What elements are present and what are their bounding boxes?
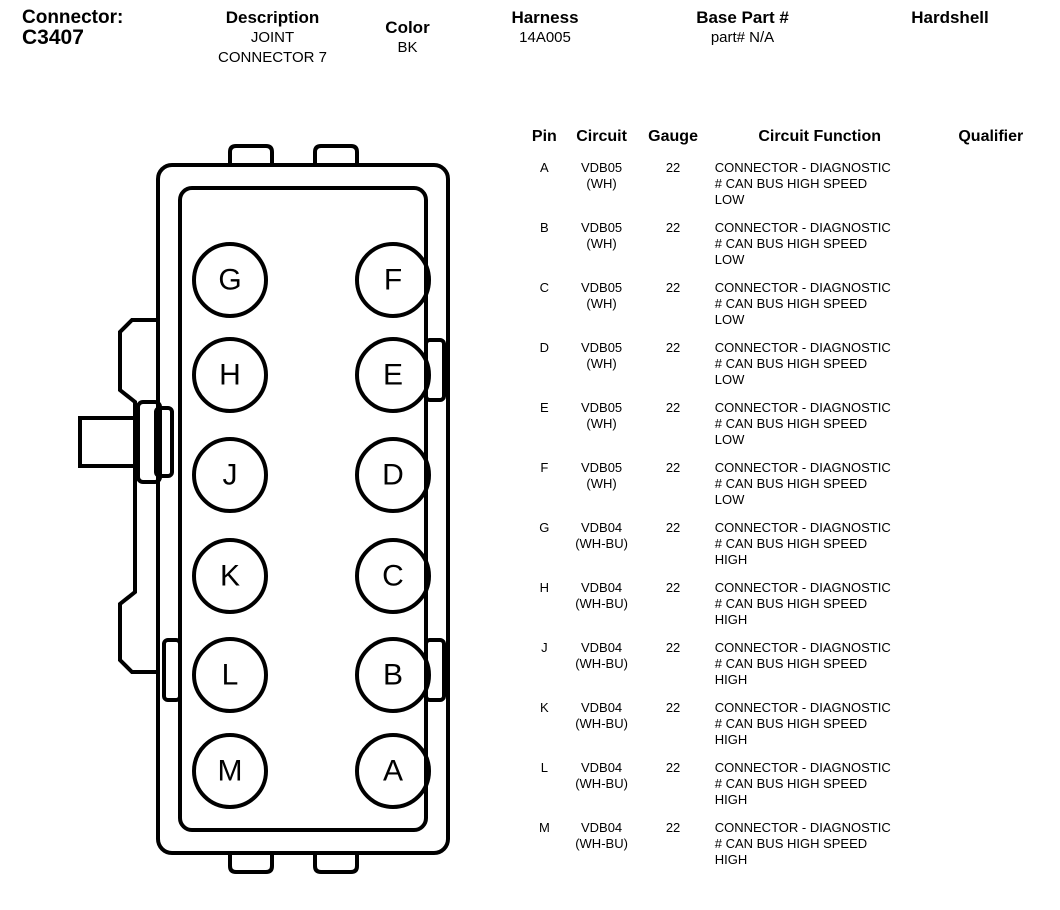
- column-header-qualifier: Qualifier: [958, 128, 1024, 145]
- cell-gauge: 22: [665, 640, 681, 655]
- header-description: [185, 8, 360, 68]
- cell-pin: J: [541, 640, 548, 655]
- circuit-color-code: (WH-BU): [575, 536, 628, 551]
- circuit-function-line: # CAN BUS HIGH SPEED: [714, 536, 868, 551]
- circuit-function-line: # CAN BUS HIGH SPEED: [714, 836, 868, 851]
- circuit-name: VDB04: [580, 700, 623, 715]
- cell-circuit: [562, 456, 642, 516]
- pin-label-C: C: [382, 559, 404, 593]
- cell-gauge: 22: [665, 340, 681, 355]
- cell-circuit: [562, 756, 642, 816]
- column-header-circuit: Circuit: [576, 128, 627, 145]
- cell-gauge: 22: [665, 520, 681, 535]
- circuit-color-code: (WH-BU): [575, 596, 628, 611]
- connector-face-diagram: [60, 140, 480, 880]
- cell-circuit: [562, 636, 642, 696]
- harness-value: 14A005: [519, 29, 571, 46]
- pin-label-L: L: [221, 658, 239, 692]
- circuit-color-code: (WH): [586, 416, 617, 431]
- cell-circuit: [562, 516, 642, 576]
- circuit-function-line: HIGH: [714, 732, 748, 747]
- pin-label-M: M: [217, 754, 243, 788]
- cell-circuit: [562, 576, 642, 636]
- circuit-color-code: (WH-BU): [575, 776, 628, 791]
- circuit-function-line: CONNECTOR - DIAGNOSTIC: [714, 280, 891, 295]
- circuit-function-line: CONNECTOR - DIAGNOSTIC: [714, 820, 891, 835]
- circuit-name: VDB04: [580, 520, 623, 535]
- top-tab-right: [315, 146, 357, 165]
- pin-label-G: G: [218, 263, 242, 297]
- cell-circuit: [562, 336, 642, 396]
- table-row: [527, 456, 1047, 516]
- pin-table: [527, 128, 1047, 876]
- column-header-function: Circuit Function: [758, 128, 881, 145]
- circuit-function-line: LOW: [714, 312, 745, 327]
- table-row: [527, 576, 1047, 636]
- pin-label-F: F: [383, 263, 403, 297]
- cell-pin: L: [540, 760, 548, 775]
- cell-pin: G: [539, 520, 550, 535]
- cell-circuit: [562, 216, 642, 276]
- pin-label-E: E: [382, 358, 404, 392]
- cell-pin: D: [539, 340, 550, 355]
- circuit-name: VDB04: [580, 760, 623, 775]
- connector-label: Connector:: [22, 7, 124, 28]
- cell-qualifier: [935, 456, 1047, 516]
- circuit-name: VDB05: [580, 400, 623, 415]
- cell-circuit-function: [705, 816, 935, 876]
- circuit-color-code: (WH-BU): [575, 656, 628, 671]
- cell-gauge: 22: [665, 700, 681, 715]
- circuit-name: VDB04: [580, 820, 623, 835]
- cell-pin: F: [540, 460, 549, 475]
- circuit-function-line: HIGH: [714, 552, 748, 567]
- cell-pin: K: [540, 700, 549, 715]
- cell-gauge: 22: [665, 580, 681, 595]
- description-value-line1: JOINT: [250, 29, 295, 46]
- circuit-function-line: CONNECTOR - DIAGNOSTIC: [714, 460, 891, 475]
- table-row: [527, 816, 1047, 876]
- circuit-function-line: HIGH: [714, 672, 748, 687]
- cell-gauge: 22: [665, 400, 681, 415]
- circuit-function-line: # CAN BUS HIGH SPEED: [714, 596, 868, 611]
- circuit-color-code: (WH-BU): [575, 836, 628, 851]
- circuit-function-line: # CAN BUS HIGH SPEED: [714, 296, 868, 311]
- cell-gauge: 22: [665, 820, 681, 835]
- cell-circuit-function: [705, 756, 935, 816]
- circuit-color-code: (WH): [586, 236, 617, 251]
- cell-gauge: 22: [665, 280, 681, 295]
- circuit-function-line: CONNECTOR - DIAGNOSTIC: [714, 400, 891, 415]
- cell-qualifier: [935, 156, 1047, 216]
- circuit-name: VDB05: [580, 160, 623, 175]
- column-header-gauge: Gauge: [648, 128, 698, 145]
- circuit-function-line: # CAN BUS HIGH SPEED: [714, 416, 868, 431]
- circuit-function-line: LOW: [714, 432, 745, 447]
- circuit-function-line: CONNECTOR - DIAGNOSTIC: [714, 580, 891, 595]
- circuit-name: VDB05: [580, 460, 623, 475]
- circuit-function-line: # CAN BUS HIGH SPEED: [714, 656, 868, 671]
- circuit-name: VDB05: [580, 280, 623, 295]
- header-base-part: [650, 8, 835, 48]
- cell-qualifier: [935, 396, 1047, 456]
- circuit-function-line: CONNECTOR - DIAGNOSTIC: [714, 700, 891, 715]
- description-label: Description: [225, 8, 320, 27]
- circuit-function-line: CONNECTOR - DIAGNOSTIC: [714, 220, 891, 235]
- top-tab-left: [230, 146, 272, 165]
- table-row: [527, 696, 1047, 756]
- circuit-color-code: (WH): [586, 176, 617, 191]
- circuit-name: VDB05: [580, 340, 623, 355]
- cell-circuit-function: [705, 456, 935, 516]
- cell-qualifier: [935, 336, 1047, 396]
- circuit-function-line: # CAN BUS HIGH SPEED: [714, 176, 868, 191]
- circuit-function-line: # CAN BUS HIGH SPEED: [714, 356, 868, 371]
- pin-label-D: D: [382, 458, 404, 492]
- table-header-row: [527, 128, 1047, 156]
- circuit-function-line: LOW: [714, 252, 745, 267]
- table-row: [527, 216, 1047, 276]
- cell-qualifier: [935, 216, 1047, 276]
- pin-table-container: [527, 128, 1052, 876]
- cell-circuit-function: [705, 516, 935, 576]
- connector-header: [0, 0, 1060, 95]
- pin-label-H: H: [219, 358, 241, 392]
- left-side-rib: [164, 640, 180, 700]
- circuit-function-line: # CAN BUS HIGH SPEED: [714, 476, 868, 491]
- circuit-function-line: # CAN BUS HIGH SPEED: [714, 716, 868, 731]
- cell-circuit-function: [705, 276, 935, 336]
- harness-label: Harness: [511, 8, 579, 27]
- column-header-pin: Pin: [531, 128, 557, 145]
- cell-pin: B: [540, 220, 549, 235]
- circuit-color-code: (WH): [586, 476, 617, 491]
- table-row: [527, 156, 1047, 216]
- cell-pin: C: [539, 280, 550, 295]
- circuit-function-line: LOW: [714, 372, 745, 387]
- circuit-function-line: LOW: [714, 492, 745, 507]
- cell-circuit-function: [705, 576, 935, 636]
- left-latch-lower: [120, 518, 158, 672]
- circuit-function-line: CONNECTOR - DIAGNOSTIC: [714, 340, 891, 355]
- pin-label-J: J: [222, 458, 238, 492]
- pin-label-B: B: [382, 658, 404, 692]
- cell-gauge: 22: [665, 460, 681, 475]
- cell-gauge: 22: [665, 220, 681, 235]
- circuit-color-code: (WH): [586, 296, 617, 311]
- description-value-line2: CONNECTOR 7: [218, 49, 327, 66]
- cell-pin: A: [540, 160, 549, 175]
- cell-pin: M: [538, 820, 550, 835]
- left-keyway-stub: [80, 418, 138, 466]
- table-row: [527, 396, 1047, 456]
- cell-circuit-function: [705, 336, 935, 396]
- table-row: [527, 756, 1047, 816]
- base-part-label: Base Part #: [696, 8, 789, 27]
- header-color: [365, 18, 450, 58]
- circuit-function-line: # CAN BUS HIGH SPEED: [714, 236, 868, 251]
- header-hardshell: [860, 8, 1040, 28]
- cell-qualifier: [935, 816, 1047, 876]
- cell-qualifier: [935, 276, 1047, 336]
- cell-pin: E: [540, 400, 549, 415]
- cell-qualifier: [935, 636, 1047, 696]
- circuit-function-line: HIGH: [714, 852, 748, 867]
- cell-circuit-function: [705, 636, 935, 696]
- cell-circuit-function: [705, 156, 935, 216]
- circuit-color-code: (WH-BU): [575, 716, 628, 731]
- color-value: BK: [397, 39, 418, 56]
- circuit-function-line: HIGH: [714, 612, 748, 627]
- cell-qualifier: [935, 756, 1047, 816]
- cell-pin: H: [539, 580, 550, 595]
- table-row: [527, 636, 1047, 696]
- header-connector: [22, 8, 123, 48]
- cell-circuit: [562, 816, 642, 876]
- cell-gauge: 22: [665, 160, 681, 175]
- color-label: Color: [385, 18, 430, 37]
- cell-circuit: [562, 276, 642, 336]
- cell-circuit: [562, 396, 642, 456]
- circuit-name: VDB05: [580, 220, 623, 235]
- circuit-function-line: CONNECTOR - DIAGNOSTIC: [714, 640, 891, 655]
- circuit-function-line: CONNECTOR - DIAGNOSTIC: [714, 520, 891, 535]
- circuit-function-line: LOW: [714, 192, 745, 207]
- table-row: [527, 516, 1047, 576]
- cell-circuit-function: [705, 216, 935, 276]
- header-harness: [465, 8, 625, 48]
- pin-label-A: A: [382, 754, 404, 788]
- circuit-function-line: HIGH: [714, 792, 748, 807]
- circuit-function-line: # CAN BUS HIGH SPEED: [714, 776, 868, 791]
- cell-circuit-function: [705, 696, 935, 756]
- circuit-color-code: (WH): [586, 356, 617, 371]
- cell-gauge: 22: [665, 760, 681, 775]
- pin-label-K: K: [219, 559, 241, 593]
- table-row: [527, 336, 1047, 396]
- cell-qualifier: [935, 576, 1047, 636]
- circuit-function-line: CONNECTOR - DIAGNOSTIC: [714, 760, 891, 775]
- cell-qualifier: [935, 696, 1047, 756]
- circuit-name: VDB04: [580, 580, 623, 595]
- circuit-function-line: CONNECTOR - DIAGNOSTIC: [714, 160, 891, 175]
- cell-circuit: [562, 696, 642, 756]
- cell-qualifier: [935, 516, 1047, 576]
- cell-circuit: [562, 156, 642, 216]
- table-row: [527, 276, 1047, 336]
- circuit-name: VDB04: [580, 640, 623, 655]
- base-part-value: part# N/A: [710, 29, 775, 46]
- connector-id: C3407: [22, 26, 84, 49]
- cell-circuit-function: [705, 396, 935, 456]
- hardshell-label: Hardshell: [911, 8, 989, 27]
